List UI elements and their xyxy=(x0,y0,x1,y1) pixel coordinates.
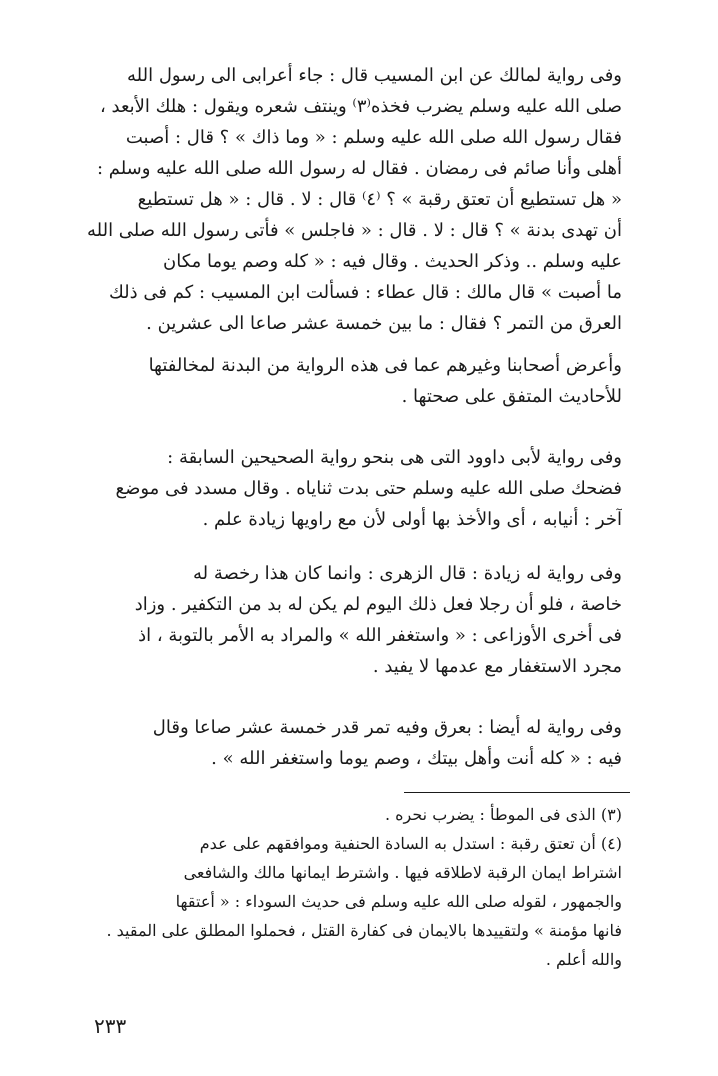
paragraph-badana-note xyxy=(86,350,622,412)
footnote-line: (٣) الذى فى الموطأ : يضرب نحره . xyxy=(384,805,622,824)
text-line: وفى رواية لمالك عن ابن المسيب قال : جاء أعرابى الى رسول الله xyxy=(127,65,622,86)
page-number: ٢٣٣ xyxy=(94,1014,127,1038)
footnote-line: والجمهور ، لقوله صلى الله عليه وسلم فى حديث السوداء : « أعتقها xyxy=(175,892,622,911)
footnote-line: فانها مؤمنة » ولتقييدها بالايمان فى كفارة القتل ، فحملوا المطلق على المقيد . xyxy=(106,921,622,940)
text-line: وأعرض أصحابنا وغيرهم عما فى هذه الرواية من البدنة لمخالفتها xyxy=(148,355,622,376)
text-line: وفى رواية لأبى داوود التى هى بنحو رواية الصحيحين السابقة : xyxy=(167,447,622,468)
footnotes xyxy=(96,800,622,974)
paragraph-zuhri-addition xyxy=(86,558,622,682)
text-line: وفى رواية له أيضا : بعرق وفيه تمر قدر خمسة عشر صاعا وقال xyxy=(152,717,622,738)
text-line: فيه : « كله أنت وأهل بيتك ، وصم يوما واستغفر الله » . xyxy=(211,748,622,769)
text-line: العرق من التمر ؟ فقال : ما بين خمسة عشر صاعا الى عشرين . xyxy=(146,313,622,334)
footnote-divider xyxy=(404,792,630,793)
paragraph-malik-narration xyxy=(86,60,622,339)
text-line: فى أخرى الأوزاعى : « واستغفر الله » والمراد به الأمر بالتوبة ، اذ xyxy=(138,625,622,646)
text-line: « هل تستطيع أن تعتق رقبة » ؟ ⁽٤⁾ قال : لا . قال : « هل تستطيع xyxy=(137,189,622,210)
text-line: وفى رواية له زيادة : قال الزهرى : وانما كان هذا رخصة له xyxy=(192,563,622,584)
text-line: فقال رسول الله صلى الله عليه وسلم : « وما ذاك » ؟ قال : أصبت xyxy=(125,127,622,148)
text-line: أن تهدى بدنة » ؟ قال : لا . قال : « فاجلس » فأتى رسول الله صلى الله xyxy=(86,220,622,241)
footnote-line: اشتراط ايمان الرقبة لاطلاقه فيها . واشترط ايمانها مالك والشافعى xyxy=(183,863,622,882)
text-line: صلى الله عليه وسلم يضرب فخذه⁽٣⁾ وينتف شعره ويقول : هلك الأبعد ، xyxy=(99,96,622,117)
paragraph-abu-dawud-narration xyxy=(86,442,622,535)
text-line: فضحك صلى الله عليه وسلم حتى بدت ثناياه . وقال مسدد فى موضع xyxy=(115,478,622,499)
footnote-line: (٤) أن تعتق رقبة : استدل به السادة الحنفية وموافقهم على عدم xyxy=(199,834,622,853)
paragraph-another-narration xyxy=(86,712,622,774)
text-line: مجرد الاستغفار مع عدمها لا يفيد . xyxy=(372,656,622,677)
footnote-line: والله أعلم . xyxy=(545,950,622,969)
text-line: أهلى وأنا صائم فى رمضان . فقال له رسول الله صلى الله عليه وسلم : xyxy=(96,158,622,179)
text-line: آخر : أنيابه ، أى والأخذ بها أولى لأن مع راويها زيادة علم . xyxy=(202,509,622,530)
text-line: خاصة ، فلو أن رجلا فعل ذلك اليوم لم يكن له بد من التكفير . وزاد xyxy=(134,594,622,615)
text-line: عليه وسلم .. وذكر الحديث . وقال فيه : « كله وصم يوما مكان xyxy=(163,251,622,272)
text-line: ما أصبت » قال مالك : قال عطاء : فسألت ابن المسيب : كم فى ذلك xyxy=(108,282,622,303)
text-line: للأحاديث المتفق على صحتها . xyxy=(401,386,622,407)
